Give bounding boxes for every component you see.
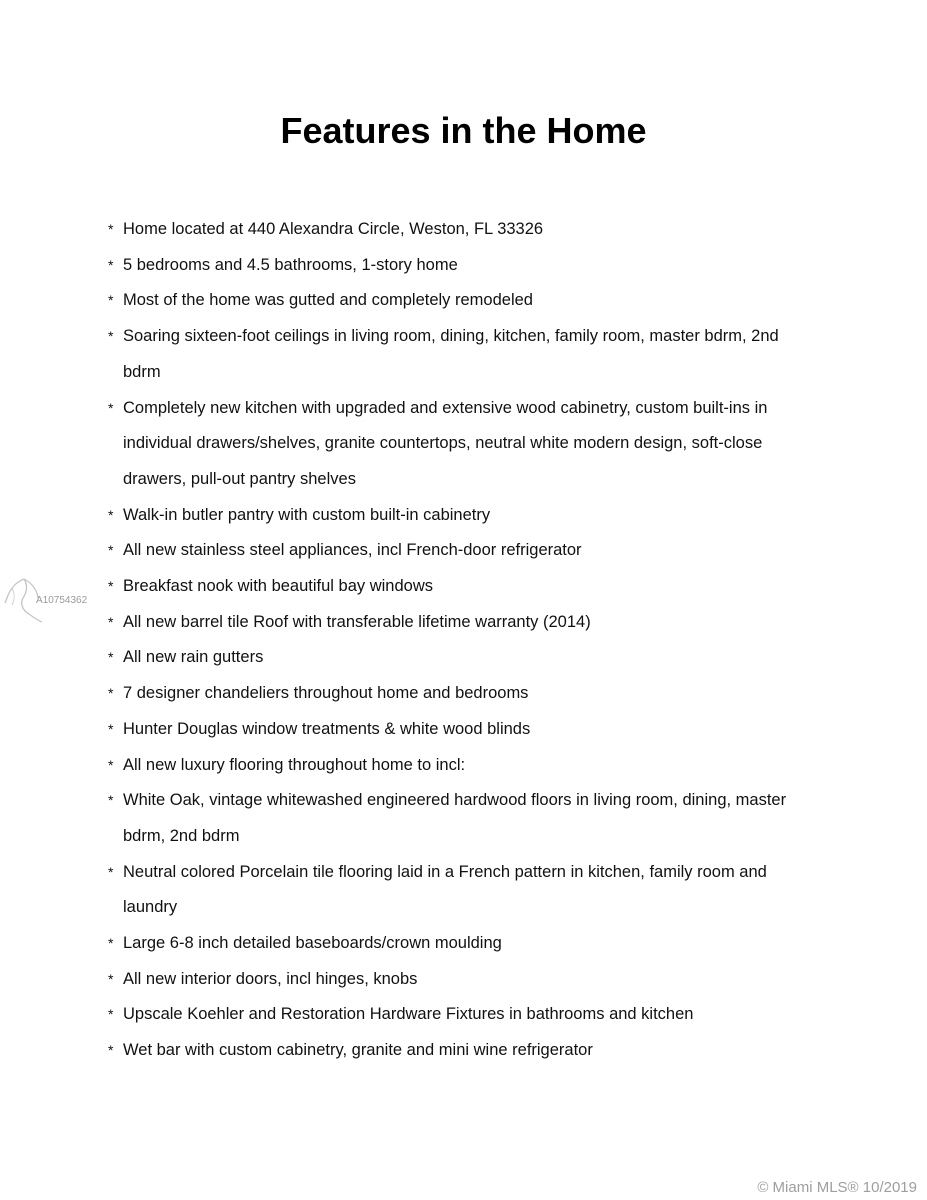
bullet-marker: * xyxy=(108,292,114,309)
list-item xyxy=(108,319,808,390)
list-item xyxy=(108,676,808,712)
listing-id: A10754362 xyxy=(36,595,88,606)
list-item xyxy=(108,640,808,676)
list-item xyxy=(108,391,808,498)
bullet-marker: * xyxy=(108,685,114,702)
list-item-text: Home located at 440 Alexandra Circle, Weston, FL 33326 xyxy=(123,220,544,238)
list-item xyxy=(108,248,808,284)
bullet-marker: * xyxy=(108,863,114,880)
list-item-text: All new rain gutters xyxy=(123,648,264,667)
bullet-marker: * xyxy=(108,1006,114,1023)
list-item xyxy=(108,855,808,926)
bullet-marker: * xyxy=(108,221,114,237)
list-item-text: Wet bar with custom cabinetry, granite and mini wine refrigerator xyxy=(123,1041,593,1060)
list-item xyxy=(108,605,808,641)
list-item xyxy=(108,783,808,854)
copyright-notice: © Miami MLS® 10/2019 xyxy=(757,1179,917,1196)
list-item-text: White Oak, vintage whitewashed engineered hardwood floors in living room, dining, master bdrm, 2nd bdrm xyxy=(123,791,787,845)
list-item xyxy=(108,1033,808,1069)
list-item-text: Neutral colored Porcelain tile flooring laid in a French pattern in kitchen, family room and laundry xyxy=(123,862,767,917)
bullet-marker: * xyxy=(108,1042,114,1059)
mls-watermark xyxy=(2,576,94,626)
bullet-marker: * xyxy=(108,970,114,987)
list-item-text: 5 bedrooms and 4.5 bathrooms, 1-story home xyxy=(123,255,458,274)
feature-list xyxy=(108,212,808,1069)
page-title: Features in the Home xyxy=(280,110,647,151)
list-item-text: Soaring sixteen-foot ceilings in living room, dining, kitchen, family room, master bdrm, 2nd bdrm xyxy=(123,327,779,381)
bullet-marker: * xyxy=(108,506,114,523)
list-item xyxy=(108,712,808,748)
bullet-marker: * xyxy=(108,720,114,737)
list-item xyxy=(108,962,808,998)
bullet-marker: * xyxy=(108,578,114,595)
list-item-text: Breakfast nook with beautiful bay windows xyxy=(123,577,434,596)
list-item xyxy=(108,569,808,605)
list-item-text: Hunter Douglas window treatments & white wood blinds xyxy=(123,719,531,738)
list-item-text: Most of the home was gutted and completely remodeled xyxy=(123,291,533,310)
bullet-marker: * xyxy=(108,613,114,630)
bullet-marker: * xyxy=(108,542,114,559)
list-item xyxy=(108,498,808,534)
bullet-marker: * xyxy=(108,399,114,416)
list-item xyxy=(108,926,808,962)
bullet-marker: * xyxy=(108,756,114,773)
list-item-text: Upscale Koehler and Restoration Hardware Fixtures in bathrooms and kitchen xyxy=(123,1005,694,1024)
list-item xyxy=(108,212,808,248)
list-item xyxy=(108,533,808,569)
list-item-text: All new luxury flooring throughout home to incl: xyxy=(123,755,466,774)
list-item xyxy=(108,283,808,319)
list-item-text: Walk-in butler pantry with custom built-in cabinetry xyxy=(123,505,491,524)
bullet-marker: * xyxy=(108,935,114,952)
list-item xyxy=(108,748,808,784)
list-item-text: All new interior doors, incl hinges, knobs xyxy=(123,969,418,988)
list-item-text: All new stainless steel appliances, incl French-door refrigerator xyxy=(123,541,582,560)
bullet-marker: * xyxy=(108,256,114,273)
bullet-marker: * xyxy=(108,328,114,345)
list-item-text: Large 6-8 inch detailed baseboards/crown moulding xyxy=(123,934,502,953)
list-item-text: Completely new kitchen with upgraded and extensive wood cabinetry, custom built-ins in individual drawers/shelves, granite countertops, neutral white modern design, soft-close drawers, pull-out pantry shelves xyxy=(123,398,768,488)
list-item-text: 7 designer chandeliers throughout home and bedrooms xyxy=(123,684,529,703)
bullet-marker: * xyxy=(108,792,114,809)
list-item-text: All new barrel tile Roof with transferable lifetime warranty (2014) xyxy=(123,612,591,631)
bullet-marker: * xyxy=(108,649,114,666)
list-item xyxy=(108,997,808,1033)
